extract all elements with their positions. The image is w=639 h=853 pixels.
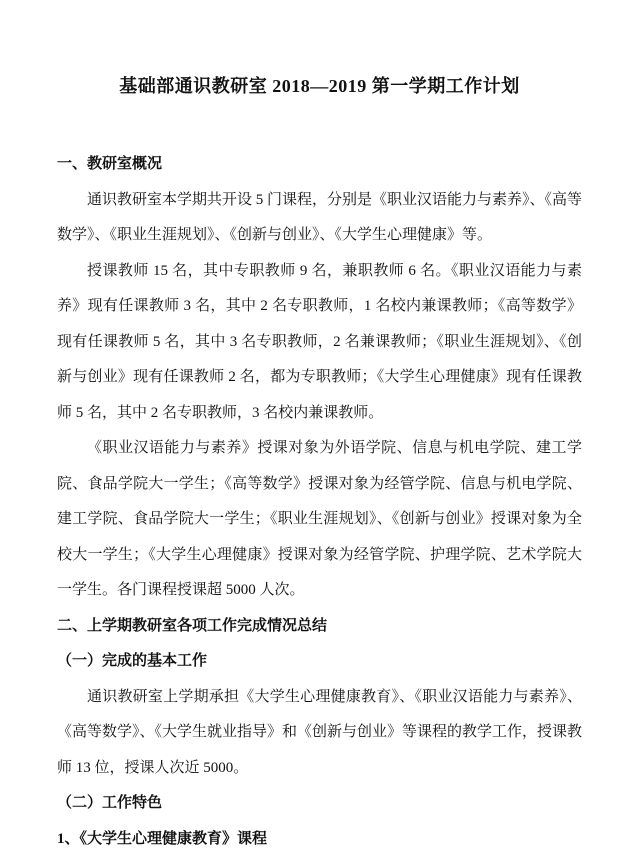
paragraph: 通识教研室本学期共开设 5 门课程，分别是《职业汉语能力与素养》、《高等数学》、《职业生涯规划》、《创新与创业》、《大学生心理健康》等。 bbox=[57, 191, 583, 243]
document-title: 基础部通识教研室 2018—2019 第一学期工作计划 bbox=[119, 76, 520, 96]
paragraph: 通识教研室上学期承担《大学生心理健康教育》、《职业汉语能力与素养》、《高等数学》、《大学生就业指导》和《创新与创业》等课程的教学工作，授课教师 13 位，授课人次近 5000。 bbox=[57, 688, 583, 776]
subsection-heading: （一）完成的基本工作 bbox=[57, 653, 208, 669]
section-heading: 一、教研室概况 bbox=[57, 156, 163, 172]
paragraph: 《职业汉语能力与素养》授课对象为外语学院、信息与机电学院、建工学院、食品学院大一学生；《高等数学》授课对象为经管学院、信息与机电学院、建工学院、食品学院大一学生；《职业生涯规划》、《创新与创业》授课对象为全校大一学生；《大学生心理健康》授课对象为经管学院、护理学院、艺术学院大一学生。各门课程授课超 5000 人次。 bbox=[57, 440, 582, 598]
numbered-heading: 1、《大学生心理健康教育》课程 bbox=[57, 830, 268, 847]
subsection-heading: （二）工作特色 bbox=[57, 795, 163, 811]
section-heading: 二、上学期教研室各项工作完成情况总结 bbox=[57, 617, 328, 634]
document-body bbox=[57, 147, 582, 853]
paragraph: 授课教师 15 名，其中专职教师 9 名，兼职教师 6 名。《职业汉语能力与素养》现有任课教师 3 名，其中 2 名专职教师，1 名校内兼课教师；《高等数学》现有任课教师 5 名，其中 3 名专职教师，2 名兼课教师；《职业生涯规划》、《创新与创业》现有任课教师 2 名，都为专职教师；《大学生心理健康》现有任课教师 5 名，其中 2 名专职教师，3 名校内兼课教师。 bbox=[57, 262, 582, 421]
